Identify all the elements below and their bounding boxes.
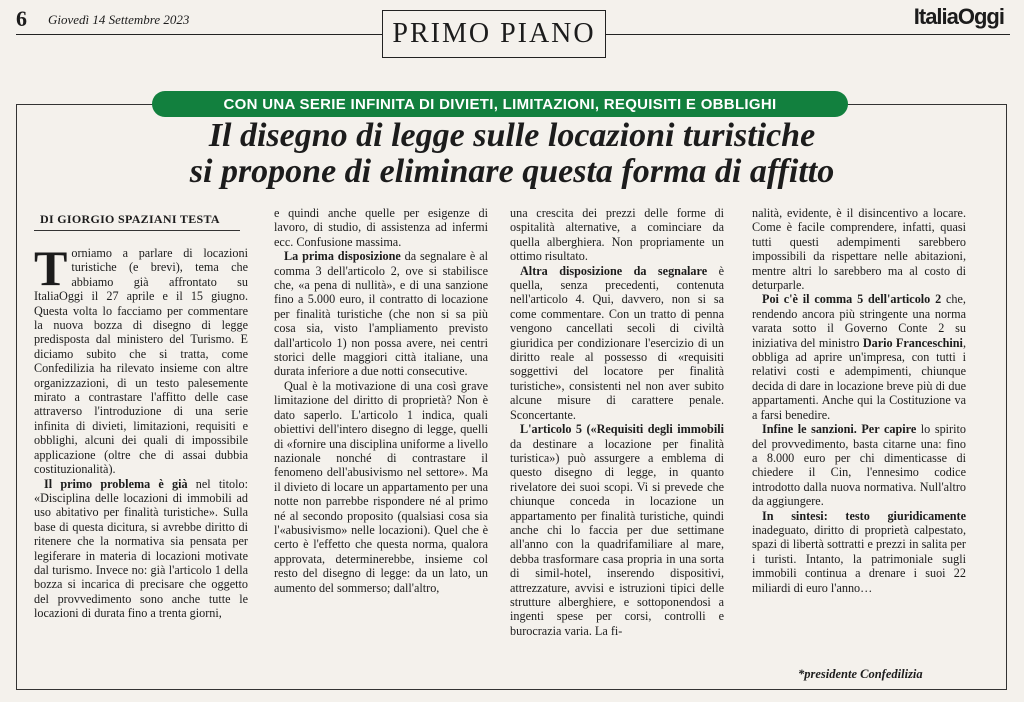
paragraph: L'articolo 5 («Requisiti degli immobili da destinare a locazione per finalità turistica») può assurgere a emblema di questo disegno di legge, in quanto rivelatore dei suoi scopi. Vi si prevede che chiunque conceda in locazione un appartamento per finalità turistiche, quindi anche chi lo faccia per due settimane all'anno con la quadrifamiliare al mare, debba trasformare casa propria in una sorta di simil-hotel, inserendo dispositivi, attrezzature, avvisi e istruzioni tipici delle strutture alberghiere, e sottoponendosi a ingenti spese per corsi, controlli e burocrazia varia. La fi- — [510, 422, 724, 638]
article-column-1 — [34, 240, 248, 686]
paragraph: Qual è la motivazione di una così grave limitazione del diritto di proprietà? Non è dato saperlo. L'articolo 1 indica, quali obiettivi dell'intero disegno di legge, quelli di «fornire una disciplina uniforme a livello nazionale nonché di contrastare il fenomeno dell'abusivismo nel settore». Ma il divieto di locare un appartamento per una notte non parrebbe rispondere né al primo né al secondo proposito (qualsiasi cosa sia l'«abusivismo» nelle locazioni). Quel che è certo è l'effetto che questa norma, qualora approvata, determinerebbe, insieme col resto del disegno di legge: da un lato, un aumento del sommerso; dall'altro, — [274, 378, 488, 595]
article-kicker: CON UNA SERIE INFINITA DI DIVIETI, LIMITAZIONI, REQUISITI E OBBLIGHI — [152, 91, 848, 117]
article-column-3 — [510, 206, 724, 686]
author-signature: *presidente Confedilizia — [798, 667, 923, 681]
section-title-box — [382, 10, 606, 58]
byline: DI GIORGIO SPAZIANI TESTA — [40, 212, 220, 226]
section-title: PRIMO PIANO — [392, 18, 596, 49]
paragraph: Poi c'è il comma 5 dell'articolo 2 che, rendendo ancora più stringente una norma varata sotto il Governo Conte 2 su iniziativa del ministro Dario Franceschini, obbliga ad aprire un'impresa, con tutti i relativi costi e adempimenti, chiunque decida di dare in locazione breve più di due appartamenti. Anche qui la Costituzione va a farsi benedire. — [752, 292, 966, 422]
paragraph: nalità, evidente, è il disincentivo a locare. Come è facile comprendere, infatti, quasi tutti questi adempimenti sarebbero impossibili da rispettare nelle abitazioni, mentre altri lo sarebbero ma al costo di deturparle. — [752, 206, 966, 293]
paragraph: Altra disposizione da segnalare è quella, senza precedenti, contenuta nell'articolo 4. Qui, davvero, non si sa come commentare. Con un tratto di penna vengono cancellati secoli di civiltà giuridica per condizionare l'esercizio di un diritto reale al possesso di «requisiti soggettivi del locatore per finalità turistiche», consistenti nel non aver subito alcune misure di carattere penale. Sconcertante. — [510, 263, 724, 422]
paragraph: Torniamo a parlare di locazioni turistiche (e brevi), tema che abbiamo già affrontato su ItaliaOggi il 27 aprile e il 15 giugno. Questa volta lo facciamo per commentare la nuova bozza di disegno di legge predisposta dal ministero del Turismo. E diciamo subito che si tratta, come Confedilizia ha rilevato insieme con altre organizzazioni, di un testo palesemente mirato a contrastare l'affitto delle case attraverso l'introduzione di una serie infinita di divieti, limitazioni, requisiti e obblighi, alcuni dei quali di impossibile applicazione (oltre che di assai dubbia costituzionalità). — [34, 240, 248, 477]
drop-cap: T — [34, 240, 68, 296]
paragraph: una crescita dei prezzi delle forme di ospitalità alternative, a cominciare da quella alberghiera. Non propriamente un ottimo risultato. — [510, 206, 724, 264]
headline-line-1: Il disegno di legge sulle locazioni turistiche — [208, 117, 816, 154]
byline-rule — [34, 230, 240, 231]
issue-date: Giovedì 14 Settembre 2023 — [48, 12, 190, 27]
newspaper-logo: ItaliaOggi — [913, 4, 1004, 29]
paragraph: Il primo problema è già nel titolo: «Disciplina delle locazioni di immobili ad uso abitativo per finalità turistiche». Sulla base di questa dicitura, si avrebbe diritto di ritenere che la normativa sia pensata per legiferare in materia di locazioni motivate dal turismo. Invece no: già l'articolo 1 della bozza si incarica di precisare che oggetto del provvedimento sono anche tutte le locazioni di durata fino a trenta giorni, — [34, 476, 248, 621]
page-number: 6 — [16, 6, 27, 31]
paragraph: e quindi anche quelle per esigenze di lavoro, di studio, di assistenza ad infermi ecc. Confusione massima. — [274, 206, 488, 249]
paragraph: Infine le sanzioni. Per capire lo spirito del provvedimento, basta citarne una: fino a 8.000 euro per chi dimenticasse di chiedere il Cin, l'ennesimo codice introdotto dalla nuova normativa. Null'altro da aggiungere. — [752, 422, 966, 509]
headline-line-2: si propone di eliminare questa forma di affitto — [189, 153, 835, 190]
article-headline — [40, 118, 984, 190]
article-column-2 — [274, 206, 488, 686]
paragraph: In sintesi: testo giuridicamente inadeguato, diritto di proprietà calpestato, spazi di libertà sottratti e prezzi in salita per i turisti. Intanto, la patrimoniale sugli immobili continua a drenare i suoi 22 miliardi di euro l'anno… — [752, 508, 966, 595]
article-column-4 — [752, 206, 966, 686]
masthead — [0, 0, 1024, 70]
paragraph: La prima disposizione da segnalare è al comma 3 dell'articolo 2, ove si stabilisce che, «a pena di nullità», e di una sanzione fino a 5.000 euro, il contratto di locazione per finalità turistiche (che non si sa più cosa sia, visto l'ampliamento previsto dall'articolo 1) non possa avere, nei centri storici delle maggiori città italiane, una durata inferiore a due notti consecutive. — [274, 249, 488, 379]
